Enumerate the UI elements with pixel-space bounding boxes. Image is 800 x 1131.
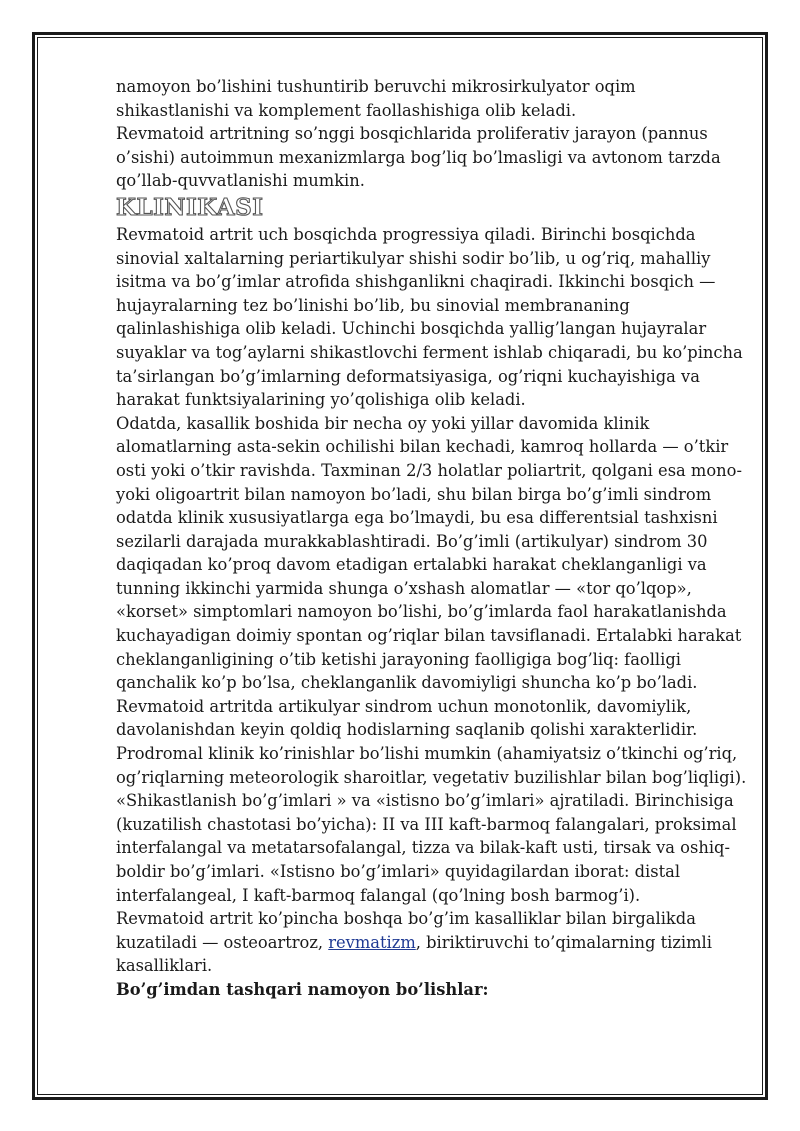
intro-paragraph-1: namoyon bo’lishini tushuntirib beruvchi mikrosirkulyator oqim shikastlanishi va komplement faollashishiga olib keladi. [116,77,636,120]
intro-paragraph-2: Revmatoid artritning so’nggi bosqichlarida proliferativ jarayon (pannus o’sishi) autoimmun mexanizmlarga bog’liq bo’lmasligi va avtonom tarzda qo’llab-quvvatlanishi mumkin. [116,124,721,191]
extra-articular-heading: Bo’g’imdan tashqari namoyon bo’lishlar: [116,979,489,999]
body-paragraph-joints: «Shikastlanish bo’g’imlari » va «istisno bo’g’imlari» ajratiladi. Birinchisiga (kuzatilish chastotasi bo’yicha): II va III kaft-barmoq falangalari, proksimal interfalangal va metatarsofalangal, tizza va bilak-kaft usti, tirsak va oshiq-boldir bo’g’imlari. «Istisno bo’g’imlari» quyidagilardan iborat: distal interfalangeal, I kaft-barmoq falangal (qo’lning bosh barmog’i). [116,791,737,905]
body-paragraph-articular: Revmatoid artritda artikulyar sindrom uchun monotonlik, davomiylik, davolanishdan keyin qoldiq hodislarning saqlanib qolishi xarakterlidir. [116,696,698,740]
document-content [116,75,752,1002]
revmatizm-link[interactable]: revmatizm [328,932,416,952]
comorbidity-text-before: Revmatoid artrit ko’pincha boshqa bo’g’im kasalliklar bilan birgalikda kuzatiladi — osteoartroz, [116,909,696,952]
section-heading-klinikasi: KLINIKASI [116,193,264,221]
body-paragraph-stages: Revmatoid artrit uch bosqichda progressiya qiladi. Birinchi bosqichda sinovial xaltalarning periartikulyar shishi sodir bo’lib, u og’riq, mahalliy isitma va bo’g’imlar atrofida shishganlikni chaqiradi. Ikkinchi bosqich — hujayralarning tez bo’linishi bo’lib, bu sinovial membrananing qalinlashishiga olib keladi. Uchinchi bosqichda yallig’langan hujayralar suyaklar va tog’aylarni shikastlovchi ferment ishlab chiqaradi, bu ko’pincha ta’sirlangan bo’g’imlarning deformatsiyasiga, og’riqni kuchayishiga va harakat funktsiyalarining yo’qolishiga olib keladi. [116,224,743,410]
body-paragraph-onset: Odatda, kasallik boshida bir necha oy yoki yillar davomida klinik alomatlarning asta-sekin ochilishi bilan kechadi, kamroq hollarda — o’tkir osti yoki o’tkir ravishda. Taxminan 2/3 holatlar poliartrit, qolgani esa mono- yoki oligoartrit bilan namoyon bo’ladi, shu bilan birga bo’g’imli sindrom odatda klinik xususiyatlarga ega bo’lmaydi, bu esa differentsial tashxisni sezilarli darajada murakkablashtiradi. Bo’g’imli (artikulyar) sindrom 30 daqiqadan ko’proq davom etadigan ertalabki harakat cheklanganligi va tunning ikkinchi yarmida shunga o’xshash alomatlar — «tor qo’lqop», «korset» simptomlari namoyon bo’lishi, bo’g’imlarda faol harakatlanishda kuchayadigan doimiy spontan og’riqlar bilan tavsiflanadi. Ertalabki harakat cheklanganligining o’tib ketishi jarayoning faolligiga bog’liq: faolligi qanchalik ko’p bo’lsa, cheklanganlik davomiyligi shuncha ko’p bo’ladi. [116,413,742,693]
comorbidity-text-after: , biriktiruvchi to’qimalarning tizimli kasalliklari. [116,932,712,976]
body-paragraph-comorbidity [116,907,752,978]
body-paragraph-prodromal: Prodromal klinik ko’rinishlar bo’lishi mumkin (ahamiyatsiz o’tkinchi og’riq, og’riqlarning meteorologik sharoitlar, vegetativ buzilishlar bilan bog’liqligi). [116,744,747,787]
